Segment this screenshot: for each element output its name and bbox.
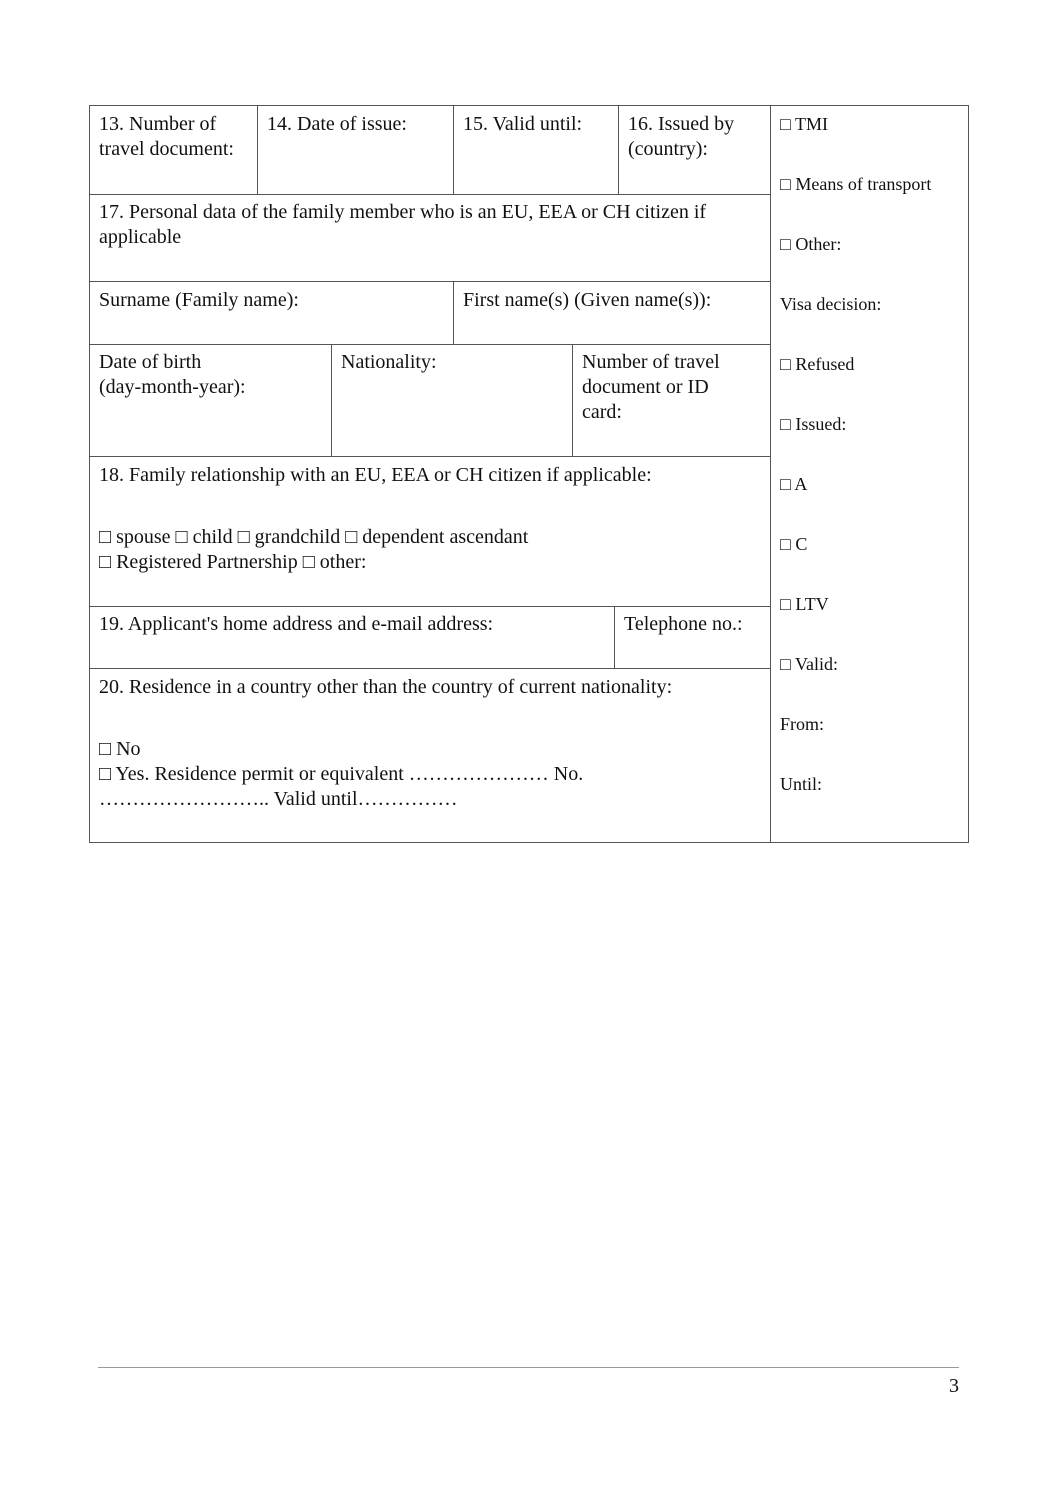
valid-until-label: 15. Valid until: [463, 113, 583, 135]
travel-document-number-label [99, 112, 234, 162]
label-line: card: [582, 401, 622, 423]
issued-by-label [628, 112, 734, 162]
residence-yes-option: □ Yes. Residence permit or equivalent ………………… No. [99, 763, 584, 785]
side-visa-c-checkbox: □ C [780, 534, 808, 554]
cell-divider [453, 281, 454, 344]
nationality-label: Nationality: [341, 351, 437, 373]
side-column-divider [770, 106, 771, 842]
relationship-options-line-1: □ spouse □ child □ grandchild □ dependent ascendant [99, 526, 529, 548]
section-17-title [99, 200, 706, 250]
side-ltv-checkbox: □ LTV [780, 594, 829, 614]
row-divider [90, 606, 771, 607]
home-address-label: 19. Applicant's home address and e-mail address: [99, 613, 494, 635]
cell-divider [453, 106, 454, 194]
cell-divider [572, 344, 573, 456]
date-of-issue-label: 14. Date of issue: [267, 113, 407, 135]
first-names-label: First name(s) (Given name(s)): [463, 289, 712, 311]
telephone-label: Telephone no.: [624, 613, 743, 635]
row-divider [90, 668, 771, 669]
side-valid-checkbox: □ Valid: [780, 654, 839, 674]
cell-divider [618, 106, 619, 194]
section-20-title: 20. Residence in a country other than the country of current nationality: [99, 676, 673, 698]
label-line: document or ID [582, 376, 709, 398]
side-tmi-checkbox: □ TMI [780, 114, 829, 134]
page-number: 3 [949, 1375, 959, 1397]
row-divider [90, 344, 771, 345]
side-visa-a-checkbox: □ A [780, 474, 808, 494]
side-other-checkbox: □ Other: [780, 234, 842, 254]
footer-divider [98, 1367, 959, 1368]
label-line: (day-month-year): [99, 376, 246, 398]
relationship-options-line-2: □ Registered Partnership □ other: [99, 551, 367, 573]
cell-divider [614, 606, 615, 668]
side-from-label: From: [780, 714, 825, 734]
row-divider [90, 194, 771, 195]
row-divider [90, 456, 771, 457]
family-member-doc-number-label [582, 350, 720, 425]
side-visa-decision-label: Visa decision: [780, 294, 882, 314]
row-divider [90, 281, 771, 282]
label-line: travel document: [99, 138, 234, 160]
surname-label: Surname (Family name): [99, 289, 299, 311]
label-line: (country): [628, 138, 708, 160]
label-line: Number of travel [582, 351, 720, 373]
section-18-title: 18. Family relationship with an EU, EEA or CH citizen if applicable: [99, 464, 652, 486]
label-line: Date of birth [99, 351, 202, 373]
cell-divider [257, 106, 258, 194]
side-refused-checkbox: □ Refused [780, 354, 855, 374]
side-issued-checkbox: □ Issued: [780, 414, 847, 434]
label-line: 16. Issued by [628, 113, 735, 135]
label-line: 17. Personal data of the family member who is an EU, EEA or CH citizen if [99, 201, 707, 223]
side-until-label: Until: [780, 774, 823, 794]
cell-divider [331, 344, 332, 456]
visa-application-form-table [89, 105, 969, 843]
label-line: applicable [99, 226, 182, 248]
date-of-birth-label [99, 350, 246, 400]
side-means-of-transport-checkbox: □ Means of transport [780, 174, 932, 194]
label-line: 13. Number of [99, 113, 217, 135]
residence-no-option: □ No [99, 738, 141, 760]
residence-permit-valid-until: …………………….. Valid until…………… [99, 788, 458, 810]
